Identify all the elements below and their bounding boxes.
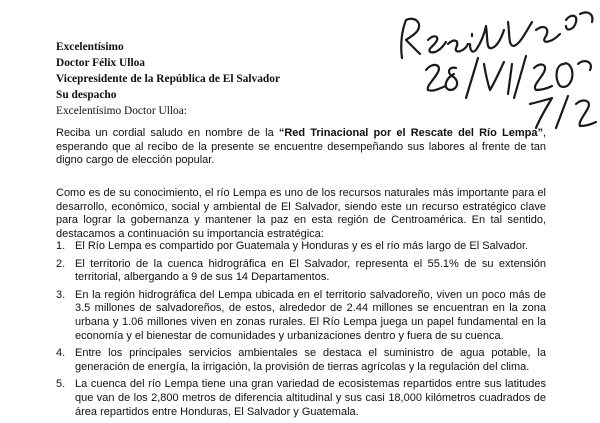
list-item (56, 258, 546, 285)
list-item-text: La cuenca del río Lempa tiene una gran variedad de ecosistemas repartidos entre sus latitudes que van de los 2,800 metros de diferencia altitudinal y sus casi 18,000 kilómetros cuadrados de área repartidos entre Honduras, El Salvador y Guatemala. (75, 378, 546, 418)
list-item-text: El territorio de la cuenca hidrográfica en El Salvador, representa el 55.1% de su extensión territorial, albergando a 9 de sus 14 Departamentos. (75, 257, 546, 284)
list-item-text: Entre los principales servicios ambientales se destaca el suministro de agua potable, la generación de energía, la irrigación, la provisión de tierras agrícolas y la regulación del clima. (75, 347, 546, 373)
paragraph-greeting-start: Reciba un cordial saludo en nombre de la (56, 127, 279, 139)
list-item (56, 347, 546, 374)
addressee-name: Doctor Félix Ulloa (56, 57, 145, 69)
paragraph-context: Como es de su conocimiento, el río Lempa es uno de los recursos naturales más importante para el desarrollo, económico, social y ambiental de El Salvador, siendo este un recurso estratégico clave para lograr la gobernanza y mantener la paz en esta región de Centroamérica. En tal sentido, destacamos a continuación su importancia estratégica: (56, 187, 546, 240)
addressee-office: Su despacho (56, 89, 117, 101)
list-item (56, 240, 546, 254)
list-item-number: 1. (56, 240, 66, 252)
list-item-text: El Río Lempa es compartido por Guatemala y Honduras y es el río más largo de El Salvador. (75, 240, 529, 252)
list-item-text: En la región hidrográfica del Lempa ubicada en el territorio salvadoreño, viven un poco más de 3.5 millones de salvadoreños, de estos, alrededor de 2.44 millones se encuentran en la zona urbana y 1.06 millones viven en zonas rurales. El Río Lempa juega un papel fundamental en la economía y el bienestar de comunidades y urbanizaciones dentro y fuera de su cuenca. (75, 288, 546, 342)
handwritten-received-annotation (380, 0, 600, 130)
paragraph-greeting (56, 127, 546, 168)
importance-list (56, 240, 546, 423)
list-item-number: 4. (56, 347, 66, 360)
handwriting-drawing (380, 0, 600, 130)
list-item-number: 2. (56, 257, 66, 270)
addressee-title: Excelentísimo (56, 41, 124, 53)
list-item (56, 378, 546, 419)
paragraph-greeting-end: , esperando que al recibo de la presente se encuentre desempeñando sus labores al frente de tan digno cargo de elección popular. (56, 127, 547, 167)
list-item (56, 289, 546, 343)
list-item-number: 5. (56, 378, 66, 391)
organization-name: “Red Trinacional por el Rescate del Río Lempa” (278, 127, 543, 139)
list-item-number: 3. (56, 288, 66, 301)
addressee-block (56, 39, 280, 103)
addressee-position: Vicepresidente de la República de El Salvador (56, 73, 281, 85)
salutation: Excelentísimo Doctor Ulloa: (56, 105, 187, 117)
